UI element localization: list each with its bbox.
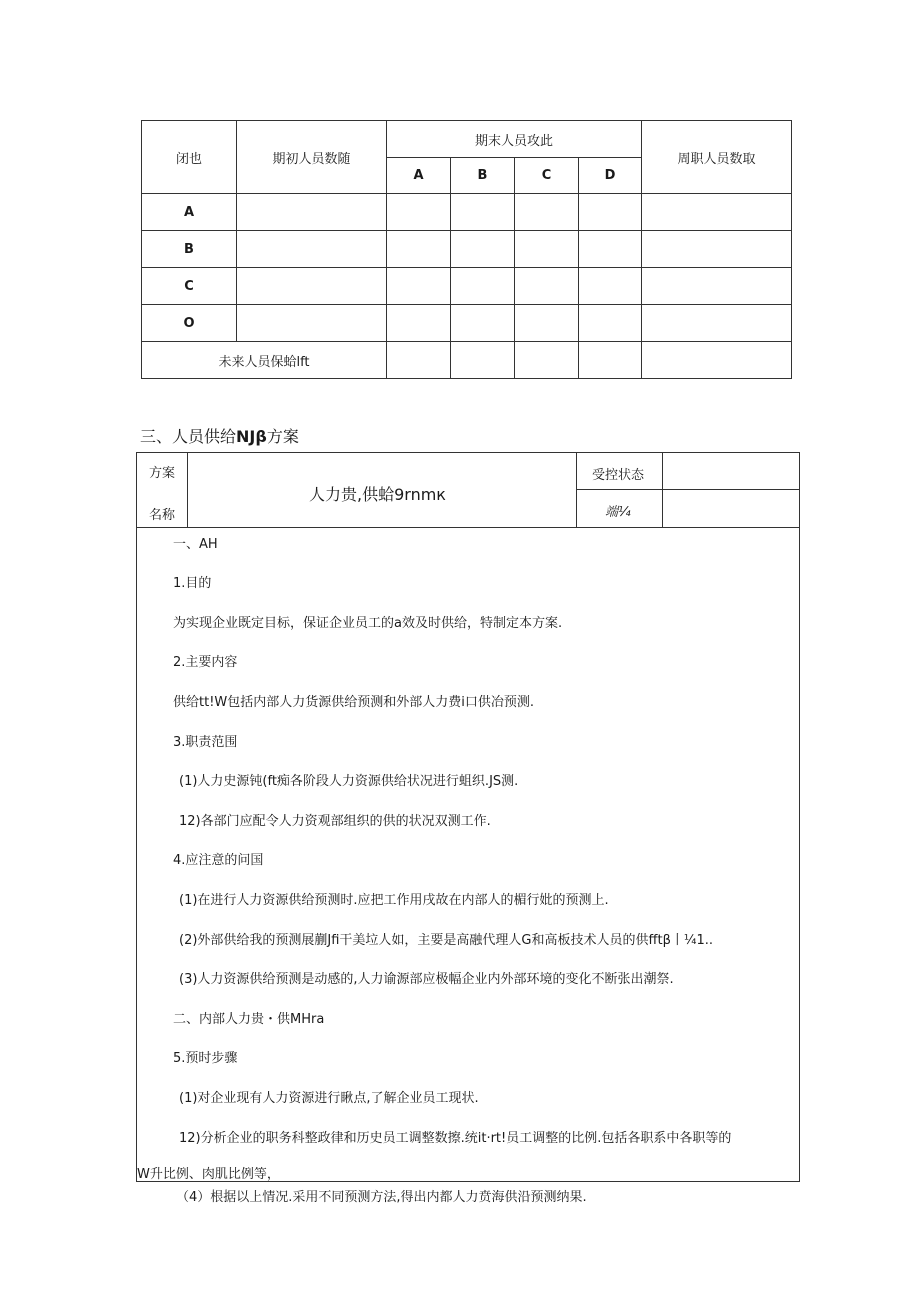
table-cell — [387, 305, 451, 342]
table-cell — [515, 231, 579, 268]
sub-header-a: A — [387, 158, 451, 194]
table-cell — [515, 268, 579, 305]
heading-general: 一、AH — [173, 537, 218, 552]
table-cell — [579, 342, 642, 379]
heading-scope: 3.职责范围 — [173, 735, 238, 750]
table-cell — [642, 305, 792, 342]
section-title — [140, 424, 299, 447]
row-label: A — [142, 194, 237, 231]
document-number-label: 端¼ — [605, 505, 631, 520]
table-cell — [237, 268, 387, 305]
departure-count-header: 周职人员数取 — [642, 121, 792, 194]
table-row — [142, 231, 792, 268]
table-row — [142, 268, 792, 305]
table-cell — [451, 194, 515, 231]
table-cell — [387, 342, 451, 379]
initial-count-header: 期初人员数随 — [237, 121, 387, 194]
table-cell — [642, 194, 792, 231]
personnel-matrix-table — [141, 120, 792, 379]
controlled-status-label: 受控状态 — [592, 468, 645, 483]
sub-header-c: C — [515, 158, 579, 194]
heading-internal-supply: 二、内部人力贵・供MHra — [173, 1012, 325, 1027]
table-row — [142, 342, 792, 379]
supply-plan-form — [136, 452, 800, 1182]
table-cell — [451, 305, 515, 342]
plan-title: 人力贵,供蛤9rnmк — [309, 485, 446, 504]
heading-notes: 4.应注意的问国 — [173, 853, 264, 868]
table-cell — [387, 194, 451, 231]
table-cell — [387, 231, 451, 268]
period-end-header: 期末人员攻此 — [387, 121, 642, 158]
heading-main-content: 2.主要内容 — [173, 655, 238, 670]
sub-header-b: B — [451, 158, 515, 194]
table-row — [142, 305, 792, 342]
notes-item-2: (2)外部供给我的预测展蒯Jfi干美垃人如，主要是高融代理人G和高板技术人员的供fftβ丨¼1.. — [179, 933, 713, 948]
scope-item-1: (1)人力史源钝(ft痴各阶段人力资源供给状况进行蛆织.JS测. — [179, 774, 519, 789]
scope-item-2: 12)各部门应配令人力资观部组织的供的状况双测工作. — [179, 814, 491, 829]
plan-name-label-top: 方案 — [149, 466, 176, 481]
table-cell — [642, 231, 792, 268]
section-title-suffix: 方案 — [266, 427, 299, 446]
sub-header-d: D — [579, 158, 642, 194]
heading-steps: 5.预时步骤 — [173, 1051, 238, 1066]
matrix-corner-header: 闭也 — [142, 121, 237, 194]
row-label: B — [142, 231, 237, 268]
table-cell — [642, 268, 792, 305]
table-cell — [387, 268, 451, 305]
table-cell — [237, 305, 387, 342]
section-title-bold: NJβ — [236, 427, 267, 446]
row-label: O — [142, 305, 237, 342]
table-cell — [579, 305, 642, 342]
table-cell — [642, 342, 792, 379]
table-cell — [451, 231, 515, 268]
steps-item-1: (1)对企业现有人力资源进行瞅点,了解企业员工现状. — [179, 1091, 479, 1106]
divider — [187, 453, 188, 527]
divider — [576, 453, 577, 527]
notes-item-1: (1)在进行人力资源供给预测时.应把工作用戌故在内部人的楣行妣的预测上. — [179, 893, 609, 908]
plan-name-label-bottom: 名称 — [149, 508, 176, 523]
table-row — [142, 194, 792, 231]
main-content-text: 供给tt!W包括内部人力货源供给预测和外部人力费i口供冶预测. — [173, 695, 535, 710]
steps-item-4: （4）根据以上情况.采用不同预测方法,得出内都人力贲海供沿预测纳果. — [176, 1190, 587, 1205]
table-cell — [579, 231, 642, 268]
divider — [662, 453, 663, 527]
table-cell — [515, 305, 579, 342]
plan-header — [137, 453, 799, 528]
divider — [576, 489, 799, 490]
table-cell — [237, 194, 387, 231]
purpose-text: 为实现企业既定目标，保证企业员工的a效及时供给，特制定本方案. — [173, 616, 563, 631]
section-title-prefix: 三、人员供给 — [140, 427, 237, 446]
row-label: C — [142, 268, 237, 305]
table-cell — [515, 342, 579, 379]
notes-item-3: (3)人力资源供给预测是动感的,人力谕源部应极幅企业内外部环境的变化不断张出潮祭. — [179, 972, 674, 987]
table-cell — [237, 231, 387, 268]
table-cell — [515, 194, 579, 231]
table-cell — [451, 342, 515, 379]
table-cell — [579, 268, 642, 305]
heading-purpose: 1.目的 — [173, 576, 212, 591]
table-cell — [451, 268, 515, 305]
table-cell — [579, 194, 642, 231]
steps-item-2: 12)分析企业的职务科整政律和历史员工调整数擦.统it·rt!员工调整的比例.包括各职系中各职等的 — [179, 1131, 732, 1146]
steps-item-2-continued: W升比例、肉肌比例等， — [137, 1167, 280, 1182]
future-supply-label: 未来人员保蛤lft — [142, 342, 387, 379]
